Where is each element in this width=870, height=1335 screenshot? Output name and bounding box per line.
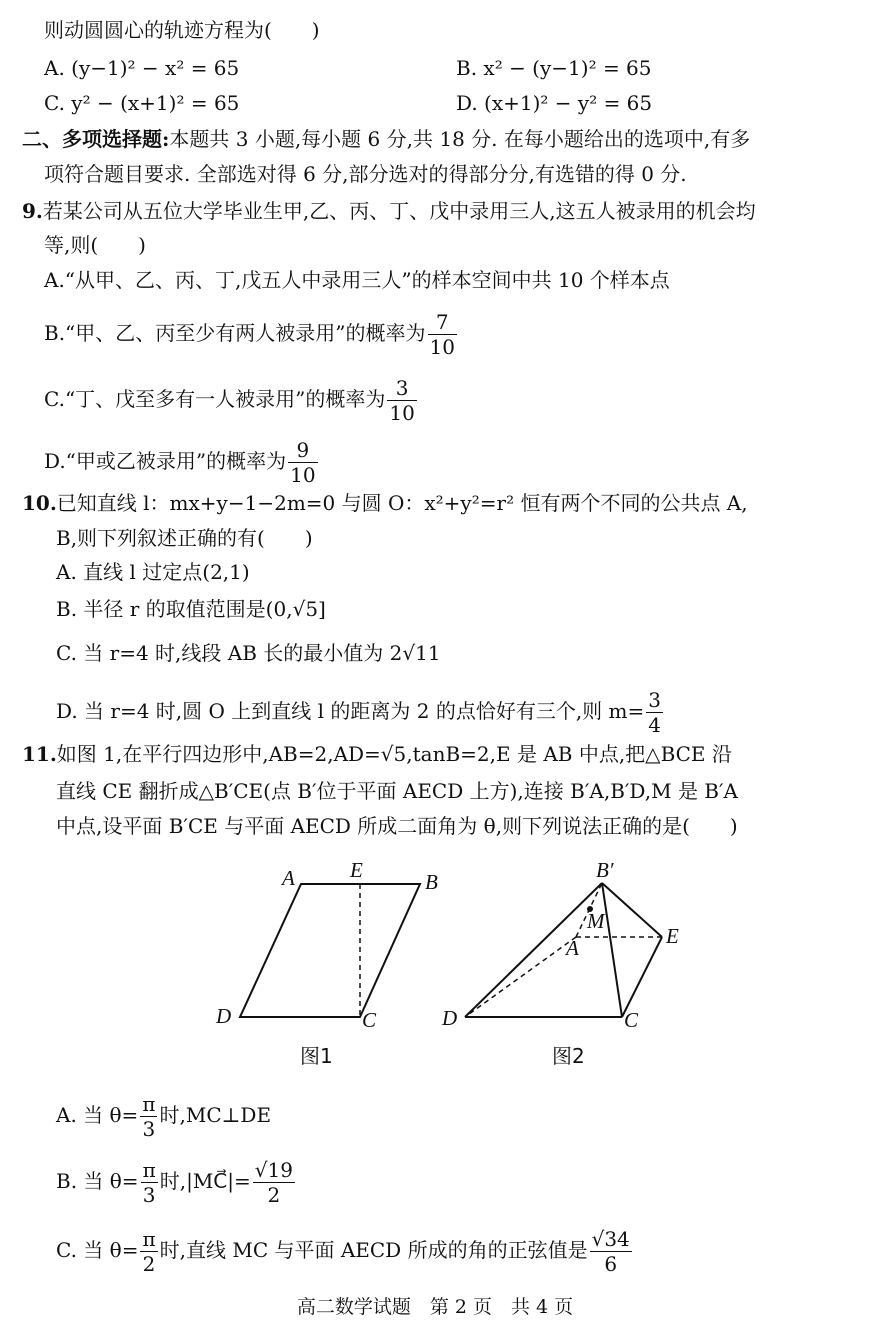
q11-option-b-mid: 时,|MC⃗|= <box>159 1169 251 1193</box>
q8-stem: 则动圆圆心的轨迹方程为( ) <box>44 18 320 42</box>
fraction-denominator: 2 <box>140 1251 157 1274</box>
fig2-label-c: C <box>624 1008 639 1032</box>
q10-option-b: B. 半径 r 的取值范围是(0,√5] <box>56 597 326 621</box>
q11-option-a-post: 时,MC⊥DE <box>159 1103 272 1127</box>
q10-number: 10. <box>22 491 57 515</box>
q11-number: 11. <box>22 742 57 766</box>
q11-option-b <box>56 1160 297 1205</box>
q8-option-a: A. (y−1)² − x² = 65 <box>44 56 240 80</box>
q11-option-c <box>56 1229 634 1274</box>
section2-line1 <box>22 127 750 151</box>
q11-line3: 中点,设平面 B′CE 与平面 AECD 所成二面角为 θ,则下列说法正确的是( ) <box>56 814 738 838</box>
fig1-label-a: A <box>282 866 295 890</box>
q11-line1 <box>22 742 732 766</box>
q10-option-c: C. 当 r=4 时,线段 AB 长的最小值为 2√11 <box>56 641 441 665</box>
fraction-numerator: π <box>142 1158 156 1182</box>
fraction-numerator: √19 <box>254 1158 293 1182</box>
fraction-denominator: 3 <box>140 1116 157 1139</box>
fraction-numerator: 7 <box>435 310 449 334</box>
q8-option-d: D. (x+1)² − y² = 65 <box>456 91 653 115</box>
q11-option-c-pre: C. 当 θ= <box>56 1238 139 1262</box>
fraction-numerator: π <box>142 1092 156 1116</box>
q11-option-a-pre: A. 当 θ= <box>56 1103 139 1127</box>
q11-text1: 如图 1,在平行四边形中,AB=2,AD=√5,tanB=2,E 是 AB 中点,把△BCE 沿 <box>56 742 732 766</box>
fraction-numerator: 3 <box>395 376 409 400</box>
q11-option-c-value <box>590 1229 632 1274</box>
q9-line2: 等,则( ) <box>44 233 146 257</box>
fig1-label-d: D <box>216 1004 232 1028</box>
q8-option-c: C. y² − (x+1)² = 65 <box>44 91 240 115</box>
parallelogram-abcd <box>240 884 420 1017</box>
fig1-label-e: E <box>350 858 363 882</box>
q11-option-b-theta <box>141 1160 158 1205</box>
fraction-denominator: 10 <box>429 335 455 359</box>
edge-bd <box>465 883 602 1017</box>
fraction-denominator: 10 <box>389 401 415 425</box>
q9-number: 9. <box>22 199 43 223</box>
q9-option-d-text: D.“甲或乙被录用”的概率为 <box>44 449 287 473</box>
q10-line2: B,则下列叙述正确的有( ) <box>56 526 313 550</box>
section2-line2: 项符合题目要求. 全部选对得 6 分,部分选对的得部分分,有选错的得 0 分. <box>44 162 687 186</box>
fig2-label-b-prime: B′ <box>596 858 614 882</box>
section2-title: 二、多项选择题: <box>22 127 170 151</box>
fraction-numerator: π <box>142 1227 156 1251</box>
figure-2-folded-solid <box>440 855 700 1035</box>
q11-line2: 直线 CE 翻折成△B′CE(点 B′位于平面 AECD 上方),连接 B′A,B′D,M 是 B′A <box>56 779 738 803</box>
q10-line1 <box>22 491 748 515</box>
figure-1-caption: 图1 <box>300 1044 333 1068</box>
edge-be <box>602 883 662 937</box>
fig1-label-b: B <box>425 870 438 894</box>
q10-option-d-text: D. 当 r=4 时,圆 O 上到直线 l 的距离为 2 的点恰好有三个,则 m= <box>56 699 645 723</box>
edge-bc <box>602 883 622 1017</box>
fraction-denominator: 6 <box>590 1251 632 1274</box>
q9-text1: 若某公司从五位大学毕业生甲,乙、丙、丁、戊中录用三人,这五人被录用的机会均 <box>42 199 756 223</box>
figure-2-caption: 图2 <box>552 1044 585 1068</box>
q9-option-d-fraction <box>288 440 317 485</box>
fraction-numerator: 3 <box>648 688 661 712</box>
q9-option-c-text: C.“丁、戊至多有一人被录用”的概率为 <box>44 387 386 411</box>
q10-option-d <box>56 690 665 735</box>
fraction-denominator: 10 <box>290 463 316 487</box>
edge-ce <box>622 937 662 1017</box>
q11-option-c-theta <box>140 1229 157 1274</box>
fig2-label-d: D <box>442 1006 458 1030</box>
fraction-denominator: 3 <box>141 1182 158 1205</box>
q9-option-b-fraction <box>428 312 457 357</box>
q9-option-c <box>44 378 419 423</box>
q9-option-d <box>44 440 320 485</box>
q10-option-d-fraction <box>646 690 663 735</box>
q9-option-b <box>44 312 459 357</box>
q9-option-a: A.“从甲、乙、丙、丁,戊五人中录用三人”的样本空间中共 10 个样本点 <box>44 268 670 292</box>
fig2-label-a: A <box>566 936 579 960</box>
fig1-label-c: C <box>362 1008 377 1032</box>
fraction-numerator: 9 <box>296 438 310 462</box>
q10-text1: 已知直线 l：mx+y−1−2m=0 与圆 O：x²+y²=r² 恒有两个不同的公共点 A, <box>56 491 748 515</box>
q8-option-b: B. x² − (y−1)² = 65 <box>456 56 652 80</box>
fig2-label-e: E <box>666 924 679 948</box>
fraction-denominator: 2 <box>253 1182 295 1205</box>
q11-option-c-mid: 时,直线 MC 与平面 AECD 所成的角的正弦值是 <box>159 1238 588 1262</box>
q9-line1 <box>22 199 756 223</box>
q9-option-c-fraction <box>387 378 416 423</box>
page-footer: 高二数学试题 第 2 页 共 4 页 <box>296 1296 574 1318</box>
q11-option-b-value <box>253 1160 295 1205</box>
figure-1-parallelogram <box>210 855 458 1035</box>
q11-option-b-pre: B. 当 θ= <box>56 1169 139 1193</box>
fig2-label-m: M <box>587 909 605 933</box>
q10-option-a: A. 直线 l 过定点(2,1) <box>56 560 250 584</box>
fraction-numerator: √34 <box>591 1227 630 1251</box>
q11-option-a <box>56 1094 271 1139</box>
q11-option-a-theta <box>140 1094 157 1139</box>
hidden-ad <box>465 937 576 1017</box>
fraction-denominator: 4 <box>648 713 661 737</box>
q9-option-b-text: B.“甲、乙、丙至少有两人被录用”的概率为 <box>44 321 426 345</box>
section2-text1: 本题共 3 小题,每小题 6 分,共 18 分. 在每小题给出的选项中,有多 <box>169 127 751 151</box>
